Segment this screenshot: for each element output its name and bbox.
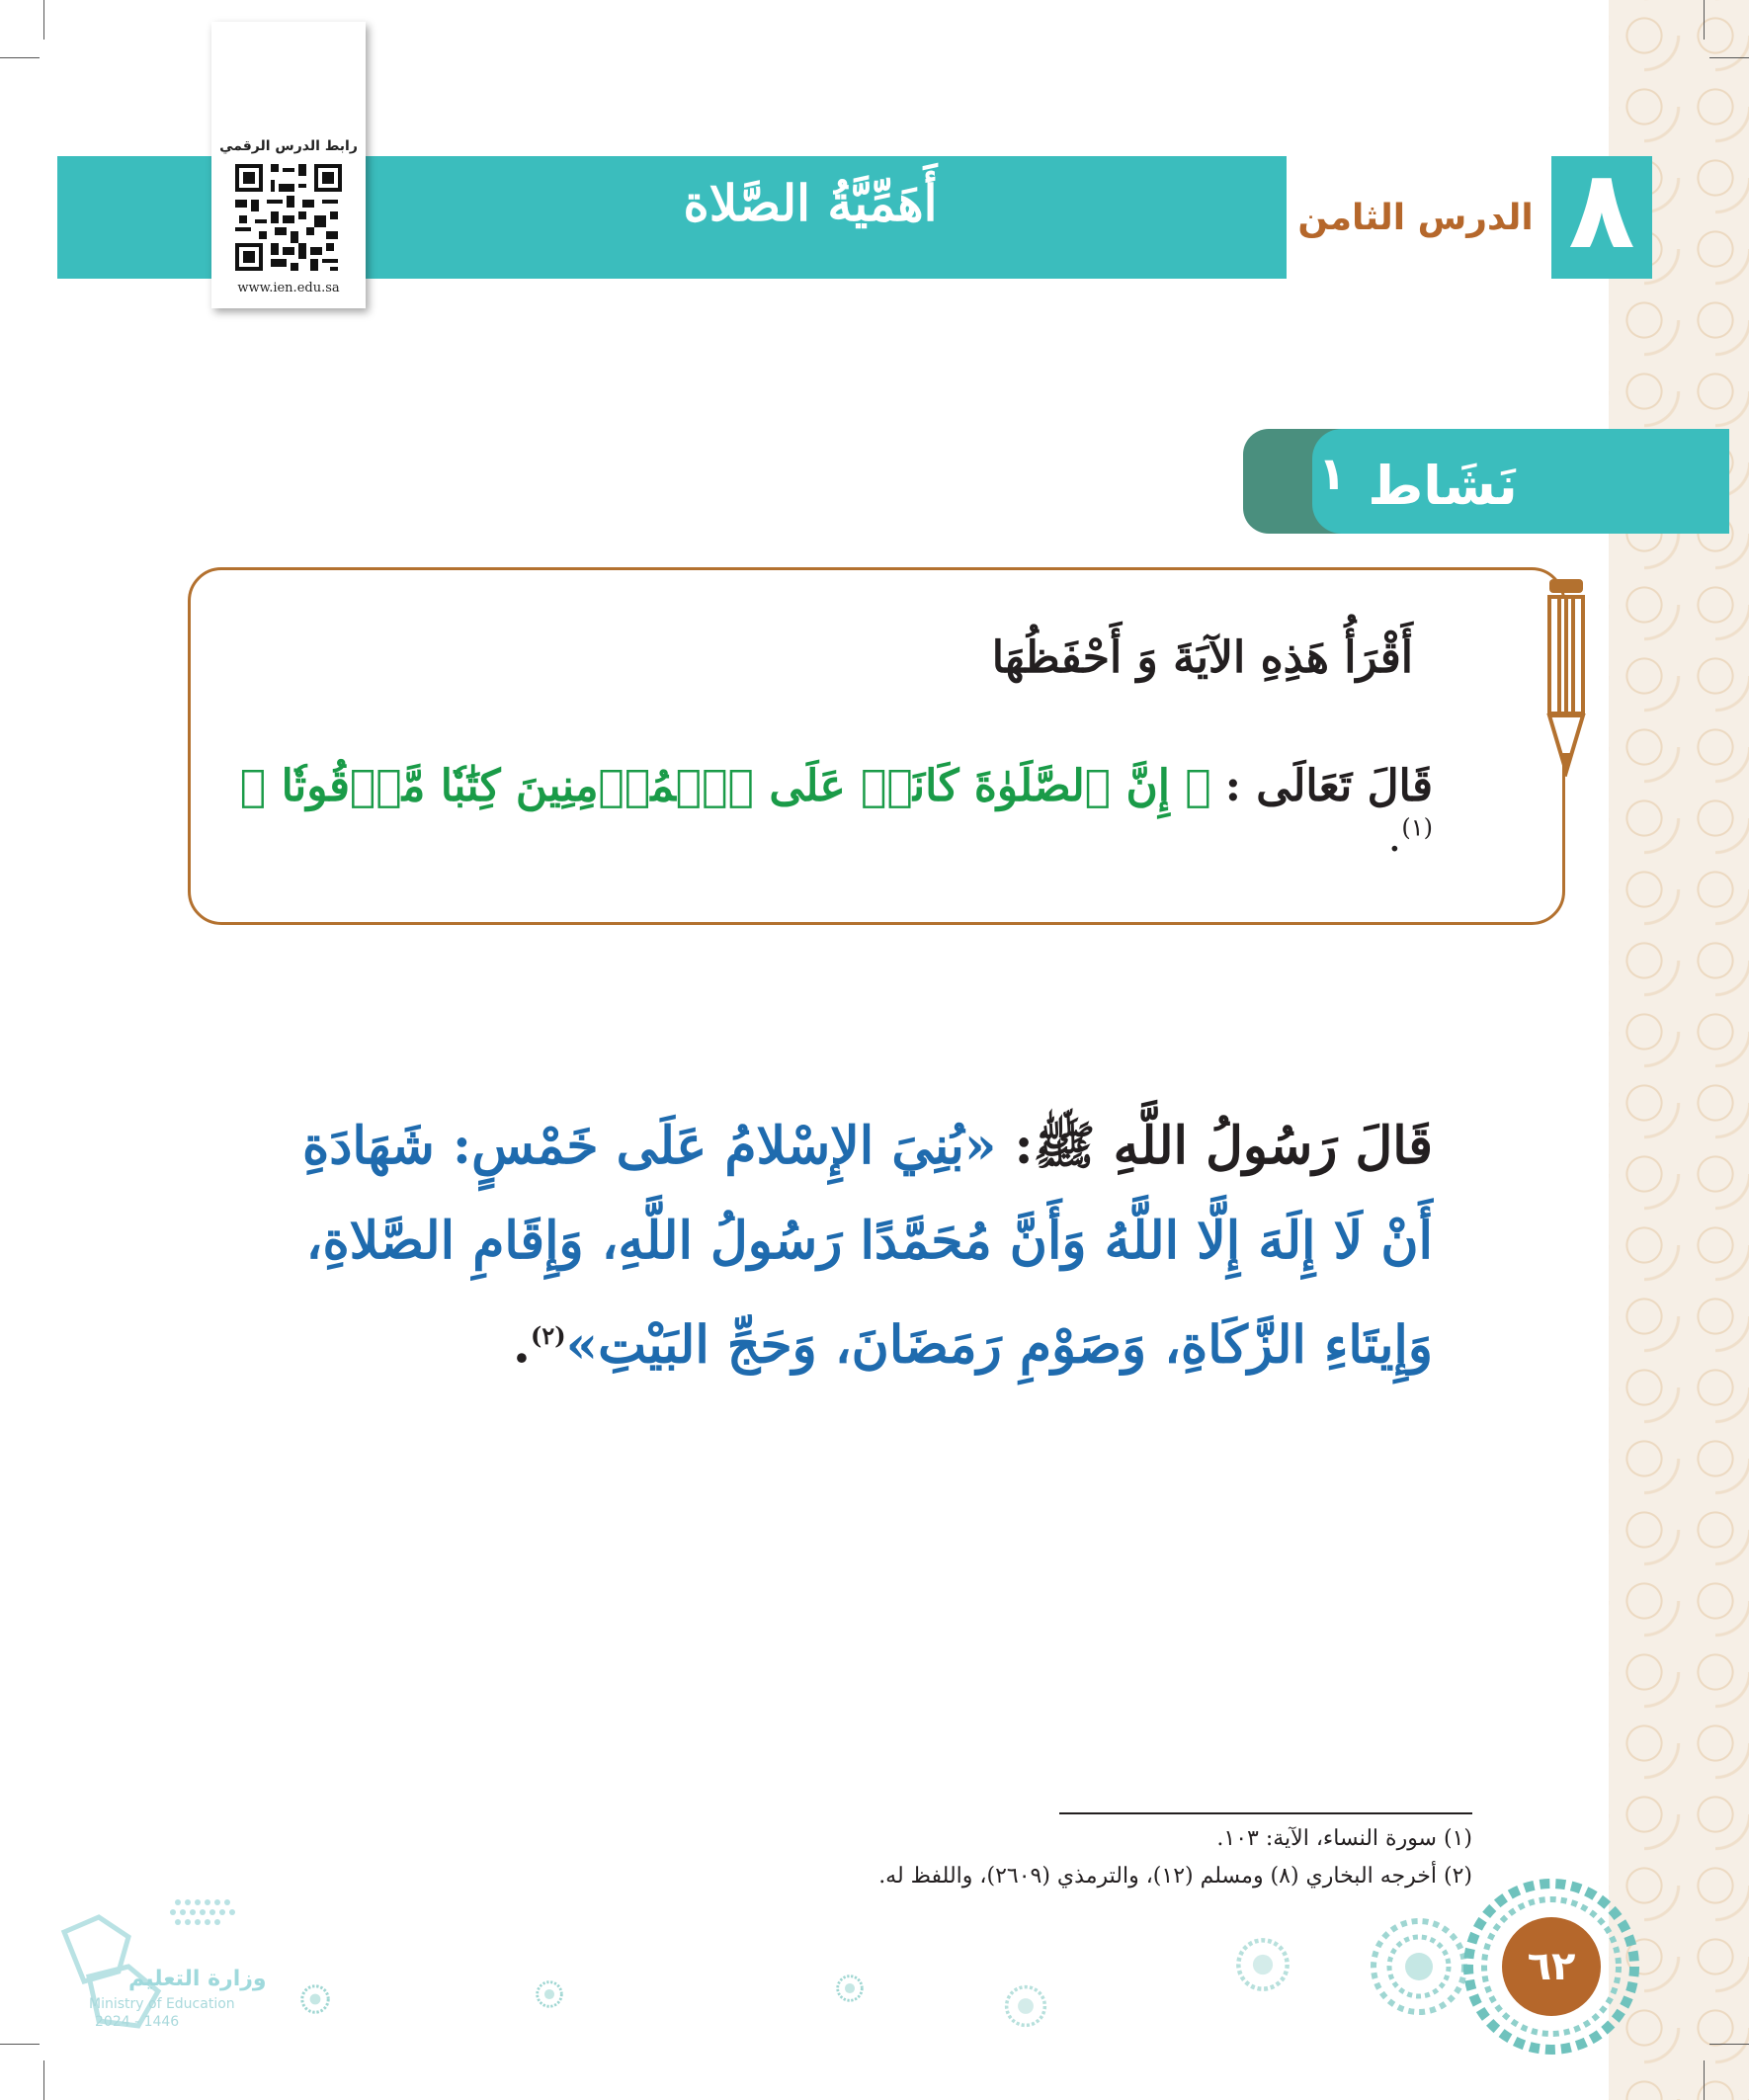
footnote-divider <box>1059 1812 1472 1814</box>
rosette-ornament-icon <box>1004 1984 1047 2028</box>
activity-instruction: أَقْرَأُ هَذِهِ الآيَةَ وَ أَحْفَظُهَا <box>991 632 1413 683</box>
crop-mark <box>1709 2044 1749 2045</box>
hadith-text: «بُنِيَ الإِسْلامُ عَلَى خَمْسٍ: شَهَادَةِ أَنْ لَا إِلَهَ إِلَّا اللَّهُ وَأَنَّ مُحَمَّدًا رَسُولُ اللَّهِ، وَإِقَامِ الصَّلاةِ، وَإِيتَاءِ الزَّكَاةِ، وَصَوْمِ رَمَضَانَ، وَحَجِّ البَيْتِ» <box>301 1116 1433 1376</box>
rosette-ornament-icon <box>300 1984 330 2014</box>
ministry-name-ar: وزارة التعليم <box>128 1967 267 1991</box>
verse-intro: قَالَ تَعَالَى : <box>1224 761 1433 811</box>
qr-code-icon[interactable] <box>231 160 346 275</box>
digital-lesson-qr-card[interactable] <box>211 22 366 308</box>
quran-verse-line <box>217 761 1433 862</box>
crop-mark <box>43 0 44 40</box>
hadith-end: . <box>512 1314 531 1376</box>
crop-mark <box>0 2044 40 2045</box>
qr-label: رابط الدرس الرقمي <box>219 138 358 154</box>
ministry-name-en: Ministry of Education <box>89 1996 235 2012</box>
qr-url[interactable]: www.ien.edu.sa <box>237 281 340 295</box>
crop-mark <box>0 57 40 58</box>
rosette-ornament-icon <box>536 1980 563 2008</box>
verse-text: ﴿ إِنَّ ٱلصَّلَوٰةَ كَانَتۡ عَلَى ٱلۡمُؤۡمِنِينَ كِتَٰبٗا مَّوۡقُوتٗا ﴾ <box>239 761 1211 811</box>
hadith-intro: قَالَ رَسُولُ اللَّهِ ﷺ: <box>1014 1116 1433 1176</box>
rosette-ornament-icon <box>1235 1937 1291 1992</box>
crop-mark <box>1704 2060 1705 2100</box>
page-number: ٦٢ <box>1502 1917 1601 2016</box>
crop-mark <box>1704 0 1705 40</box>
rosette-ornament-icon <box>1370 1917 1468 2016</box>
pencil-icon <box>1541 579 1591 777</box>
rosette-ornament-icon <box>836 1974 864 2002</box>
lesson-number: ٨ <box>1568 146 1635 273</box>
verse-footnote-ref: (١) <box>1401 813 1433 842</box>
footnote-2: (٢) أخرجه البخاري (٨) ومسلم (١٢)، والترمذي (٢٦٠٩)، واللفظ له. <box>878 1864 1472 1889</box>
activity-number: ١ <box>1317 447 1347 500</box>
crop-mark <box>43 2060 44 2100</box>
hadith-footnote-ref: (٢) <box>530 1321 566 1350</box>
activity-title: نَشَاط <box>1368 455 1518 517</box>
hadith-paragraph <box>296 1099 1433 1392</box>
decorative-side-pattern <box>1609 0 1749 2100</box>
activity-box <box>188 567 1565 925</box>
ministry-year: 2024 - 1446 <box>95 2014 180 2030</box>
footnote-1: (١) سورة النساء، الآية: ١٠٣. <box>1216 1826 1472 1851</box>
crop-mark <box>1709 57 1749 58</box>
lesson-title: أَهَمِّيَّةُ الصَّلاة <box>683 174 938 232</box>
lesson-label: الدرس الثامن <box>1297 198 1534 238</box>
verse-end: . <box>1387 811 1402 862</box>
